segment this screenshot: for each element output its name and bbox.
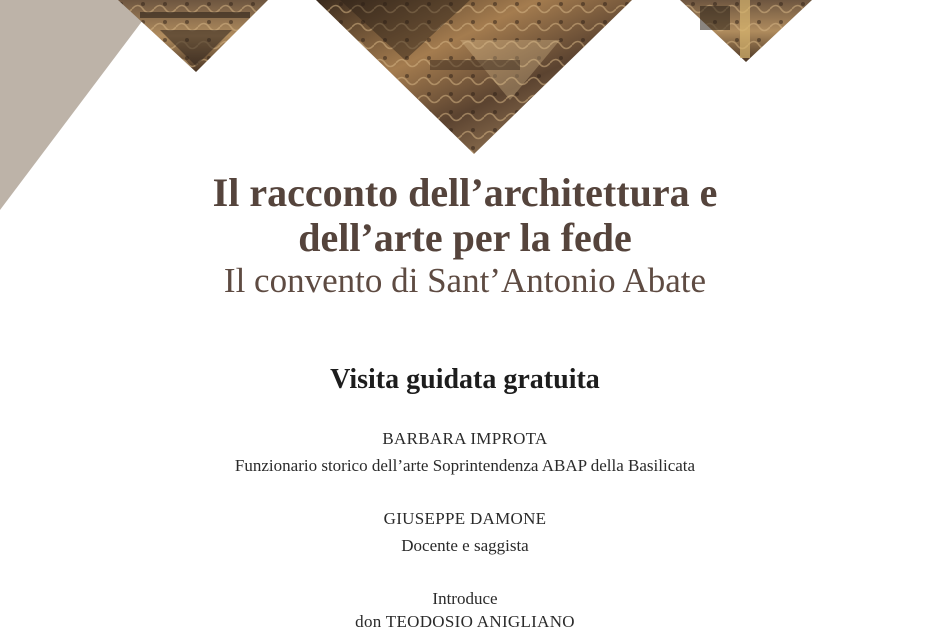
title-block (0, 170, 930, 302)
photo-fragment-center (316, 0, 632, 154)
speaker-1-role: Funzionario storico dell’arte Soprintendenza ABAP della Basilicata (234, 456, 696, 475)
speaker-1-name: BARBARA IMPROTA (382, 429, 548, 448)
photo-fragment-left (118, 0, 268, 72)
poster-subtitle: Il convento di Sant’Antonio Abate (223, 261, 707, 300)
poster-title-line-1: Il racconto dell’architettura e (212, 170, 718, 215)
visit-label: Visita guidata gratuita (330, 364, 600, 395)
speaker-2-role: Docente e saggista (401, 536, 529, 555)
poster-title-line-2: dell’arte per la fede (298, 215, 632, 260)
speaker-2-name: GIUSEPPE DAMONE (383, 509, 547, 528)
intro-name: don TEODOSIO ANIGLIANO (355, 612, 575, 631)
photo-fragment-right (680, 0, 812, 62)
intro-label: Introduce (432, 589, 498, 608)
